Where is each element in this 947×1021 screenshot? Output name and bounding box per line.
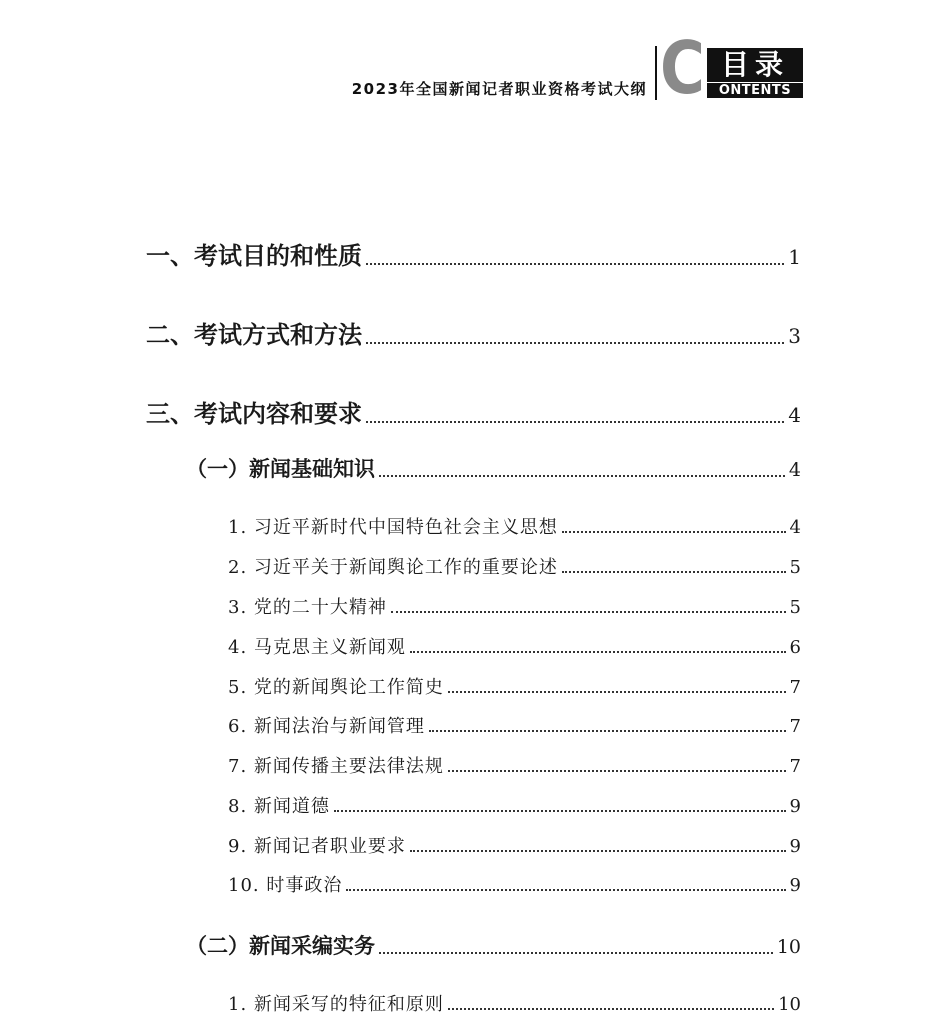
toc-entry[interactable]: [146, 315, 801, 350]
toc-entry-label: 1. 习近平新时代中国特色社会主义思想: [228, 517, 558, 538]
toc-entry-page-number: 4: [788, 459, 801, 481]
toc-entry-label: （一）新闻基础知识: [186, 457, 375, 481]
toc-dot-leader: [448, 769, 786, 772]
toc-entry-page-number: 3: [788, 324, 801, 348]
toc-entry-label: 二、考试方式和方法: [146, 321, 362, 349]
toc-entry-page-number: 10: [778, 994, 801, 1015]
toc-entry-label: （二）新闻采编实务: [186, 934, 375, 958]
toc-dot-leader: [448, 690, 786, 693]
toc-entry[interactable]: [228, 513, 801, 539]
toc-dot-leader: [429, 729, 786, 732]
toc-entry-page-number: 7: [789, 756, 801, 777]
toc-dot-leader: [334, 809, 786, 812]
toc-entry[interactable]: [228, 871, 801, 897]
toc-entry-label: 三、考试内容和要求: [146, 400, 362, 428]
header-title: 2023年全国新闻记者职业资格考试大纲: [351, 80, 647, 98]
toc-entry-label: 4. 马克思主义新闻观: [228, 637, 406, 658]
toc-dot-leader: [410, 650, 786, 653]
toc-entry-page-number: 4: [788, 403, 801, 427]
toc-dot-leader: [379, 474, 785, 477]
toc-entry-page-number: 9: [789, 796, 801, 817]
toc-entry-page-number: 7: [789, 716, 801, 737]
toc-entry-page-number: 5: [789, 597, 801, 618]
toc-entry[interactable]: [228, 752, 801, 778]
toc-entry-label: 一、考试目的和性质: [146, 242, 362, 270]
toc-entry-label: 8. 新闻道德: [228, 796, 330, 817]
toc-entry[interactable]: [228, 792, 801, 818]
toc-entry[interactable]: [186, 930, 801, 960]
toc-entry[interactable]: [228, 553, 801, 579]
toc-entry-page-number: 4: [789, 517, 801, 538]
logo-letter: C: [660, 26, 705, 110]
toc-entry[interactable]: [146, 236, 801, 271]
toc-dot-leader: [562, 570, 786, 573]
toc-dot-leader: [346, 888, 785, 891]
toc-dot-leader: [562, 530, 786, 533]
toc-entry-label: 3. 党的二十大精神: [228, 597, 387, 618]
toc-dot-leader: [448, 1007, 774, 1010]
toc-entry-page-number: 9: [789, 875, 801, 896]
toc-dot-leader: [366, 262, 784, 265]
toc-dot-leader: [366, 420, 784, 423]
toc-entry-label: 2. 习近平关于新闻舆论工作的重要论述: [228, 557, 558, 578]
toc-entry[interactable]: [228, 633, 801, 659]
toc-entry-page-number: 1: [788, 245, 801, 269]
toc-entry[interactable]: [228, 712, 801, 738]
toc-entry-label: 10. 时事政治: [228, 875, 343, 896]
toc-entry-page-number: 10: [776, 936, 801, 958]
toc-entry-label: 7. 新闻传播主要法律法规: [228, 756, 444, 777]
toc-entry-page-number: 5: [789, 557, 801, 578]
toc-entry-page-number: 7: [789, 677, 801, 698]
logo-chinese-title: 目录: [707, 48, 803, 82]
toc-entry[interactable]: [228, 990, 801, 1016]
toc-entry[interactable]: [228, 673, 801, 699]
toc-entry[interactable]: [228, 832, 801, 858]
toc-entry-page-number: 6: [789, 637, 801, 658]
toc-entry-label: 1. 新闻采写的特征和原则: [228, 994, 444, 1015]
toc-dot-leader: [379, 951, 773, 954]
toc-entry-label: 9. 新闻记者职业要求: [228, 836, 406, 857]
toc-entry-page-number: 9: [789, 836, 801, 857]
toc-dot-leader: [391, 610, 786, 613]
logo-english-title: ONTENTS: [707, 83, 803, 98]
toc-entry[interactable]: [146, 394, 801, 429]
toc-entry[interactable]: [228, 593, 801, 619]
toc-entry[interactable]: [186, 453, 801, 483]
toc-dot-leader: [410, 849, 786, 852]
toc-dot-leader: [366, 341, 784, 344]
toc-entry-label: 5. 党的新闻舆论工作简史: [228, 677, 444, 698]
toc-entry-label: 6. 新闻法治与新闻管理: [228, 716, 425, 737]
